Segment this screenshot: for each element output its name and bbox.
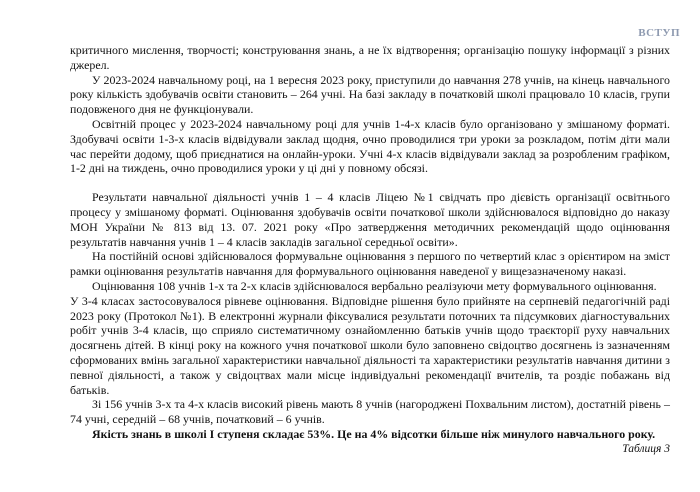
paragraph-quality: Якість знань в школі І ступеня складає 53%. Це на 4% відсотки більше ніж минулого навчального року. (92, 426, 656, 441)
section-header: ВСТУП (638, 27, 680, 39)
paragraph-level-stats: Зі 156 учнів 3-х та 4-х класів високий рівень мають 8 учнів (нагороджені Похвальним листом), достатній рівень – 74 учні, середній – 68 учнів, початковий – 6 учнів. (70, 397, 670, 427)
paragraph-verbal-assessment: Оцінювання 108 учнів 1-х та 2-х класів здійснювалося вербально реалізуючи мету формувального оцінювання. (92, 278, 657, 293)
paragraph-mixed-format: Освітній процес у 2023-2024 навчальному році для учнів 1-4-х класів було організовано у змішаному форматі. Здобувачі освіти 1-3-х класів відвідували заклад щодня, очно проводилися три уроки за розкладом, потім діти мали час перейти додому, щоб приєднатися на онлайн-уроки. Учні 4-х класів відвідували заклад за розробленим графіком, 1-2 дні на тиждень, очно проводилися уроки у ці дні у повному обсязі. (70, 116, 670, 176)
paragraph-level-assessment: У 3-4 класах застосовувалося рівневе оцінювання. Відповідне рішення було прийняте на серпневій педагогічній раді 2023 року (Протокол №1). В електронні журнали фіксувалися результати поточних та підсумкових діагностувальних робіт учнів 3-4 класів, що сприяло систематичному ознайомленню батьків учнів щодо траєкторії руху навчальних досягнень дітей. В кінці року на кожного учня початкової школи було заповнено свідоцтво досягнень із зазначенням сформованих вмінь загальної характеристики навчальної діяльності та характеристики результатів навчання дитини з певної діяльності, а також у свідоцтвах мали місце індивідуальні рекомендації вчителів, та роздіє побажань від батьків. (70, 293, 670, 397)
paragraph-continuation: критичного мислення, творчості; конструювання знань, а не їх відтворення; організацію пошуку інформації з різних джерел. (70, 43, 670, 72)
paragraph-results: Результати навчальної діяльності учнів 1 – 4 класів Ліцею №1 свідчать про дієвість організації освітнього процесу у змішаному форматі. Оцінювання здобувачів освіти початкової школи здійснювалося відповідно до наказу МОН України № 813 від 13. 07. 2021 року «Про затвердження методичних рекомендацій щодо оцінювання результатів навчання учнів 1 – 4 класів закладів загальної середньої освіти». (70, 190, 670, 249)
table-caption: Таблиця 3 (622, 442, 670, 455)
paragraph-formative: На постійній основі здійснювалося формувальне оцінювання з першого по четвертий клас з орієнтиром на зміст рамки оцінювання результатів навчання для формувального оцінювання наведеної у вищезазначеному наказі. (70, 249, 670, 279)
document-body (70, 43, 670, 457)
paragraph-student-count: У 2023-2024 навчальному році, на 1 вересня 2023 року, приступили до навчання 278 учнів, на кінець навчального року кількість здобувачів освіти становить – 264 учні. На базі закладу в початковій школі працювало 10 класів, групи подовженого дня не функціонували. (70, 72, 670, 117)
